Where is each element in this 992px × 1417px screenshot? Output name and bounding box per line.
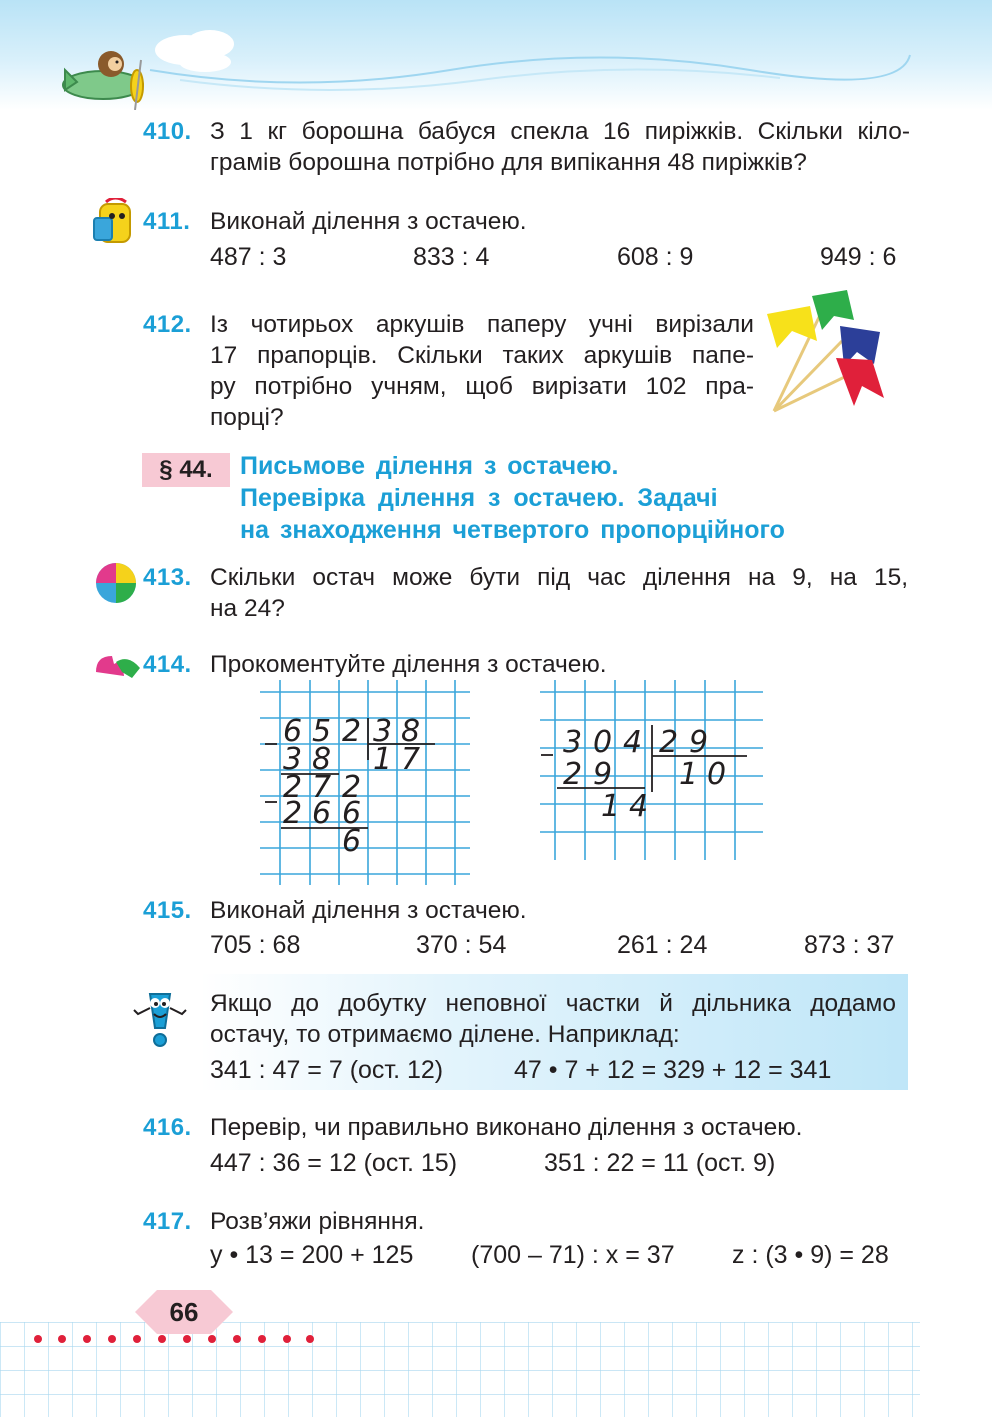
- section-title-line: на знаходження четвертого пропорційного: [240, 516, 785, 544]
- section-title: [240, 450, 785, 546]
- task-line: З 1 кг борошна бабуся спекла 16 пиріжків. Скільки кіло-: [210, 118, 910, 145]
- section-title-line: Письмове ділення з остачею.: [240, 452, 619, 480]
- dividend-digit: 0: [593, 725, 613, 760]
- dividend-digit: 6: [283, 714, 303, 749]
- divisor-digit: 3: [373, 714, 393, 749]
- task-line: Скільки остач може бути під час ділення на 9, на 15,: [210, 564, 908, 591]
- task-line: ру потрібно учням, щоб вирізати 102 пра-: [210, 373, 754, 400]
- expression: 447 : 36 = 12 (ост. 15): [210, 1149, 458, 1177]
- expression: 261 : 24: [617, 931, 708, 959]
- expression: 370 : 54: [416, 931, 507, 959]
- partial-remainder-digit: 2: [342, 770, 362, 805]
- task-line: порці?: [210, 404, 284, 431]
- expression: 705 : 68: [210, 931, 301, 959]
- subtrahend-digit: 2: [283, 796, 303, 831]
- puzzle-icon: [92, 560, 142, 606]
- rule-example: 47 • 7 + 12 = 329 + 12 = 341: [514, 1056, 832, 1084]
- dividend-digit: 2: [342, 714, 362, 749]
- task-text: Розв’яжи рівняння.: [210, 1208, 425, 1235]
- task-text: Прокоментуйте ділення з остачею.: [210, 651, 607, 678]
- expression: 833 : 4: [413, 243, 490, 271]
- flags-icon: [762, 286, 902, 416]
- subtrahend-digit: 9: [593, 757, 613, 792]
- long-division-grid-2: [535, 680, 767, 870]
- partial-remainder-digit: 7: [312, 770, 332, 805]
- subtrahend-digit: 8: [312, 742, 332, 777]
- expression: 949 : 6: [820, 243, 897, 271]
- long-division-grid-1: [255, 680, 475, 885]
- airplane-hedgehog-icon: [55, 40, 150, 110]
- divisor-digit: 2: [659, 725, 679, 760]
- page-number-text: 66: [169, 1297, 199, 1327]
- rule-line: остачу, то отримаємо ділене. Наприклад:: [210, 1021, 680, 1048]
- subtrahend-digit: 2: [563, 757, 583, 792]
- task-text: Виконай ділення з остачею.: [210, 897, 527, 924]
- expression: (700 – 71) : x = 37: [471, 1241, 675, 1269]
- expression: 873 : 37: [804, 931, 895, 959]
- remainder-digit: 4: [629, 789, 649, 824]
- task-line: 17 прапорців. Скільки таких аркушів папе-: [210, 342, 754, 369]
- quotient-digit: 1: [373, 742, 393, 777]
- dividend-digit: 5: [312, 714, 332, 749]
- page-number: [135, 1290, 233, 1334]
- task-number: 414.: [143, 651, 192, 678]
- remainder-digit: 1: [601, 789, 621, 824]
- rule-line: Якщо до добутку неповної частки й дільника додамо: [210, 990, 896, 1017]
- dividend-digit: 3: [563, 725, 583, 760]
- task-number: 412.: [143, 311, 192, 338]
- footer-grid: [0, 1322, 992, 1417]
- task-line: на 24?: [210, 595, 285, 622]
- expression: 608 : 9: [617, 243, 694, 271]
- subtrahend-digit: 6: [342, 796, 362, 831]
- task-number: 416.: [143, 1114, 192, 1141]
- section-badge: § 44.: [142, 453, 230, 487]
- quotient-digit: 7: [401, 742, 421, 777]
- backpack-icon: [90, 198, 142, 248]
- expression: 351 : 22 = 11 (ост. 9): [544, 1149, 776, 1177]
- task-number: 417.: [143, 1208, 192, 1235]
- quotient-digit: 0: [707, 757, 727, 792]
- subtrahend-digit: 3: [283, 742, 303, 777]
- remainder-digit: 6: [342, 824, 362, 859]
- task-text: Перевір, чи правильно виконано ділення з остачею.: [210, 1114, 803, 1141]
- subtrahend-digit: 6: [312, 796, 332, 831]
- quotient-digit: 1: [679, 757, 699, 792]
- task-number: 413.: [143, 564, 192, 591]
- rule-text: [210, 988, 896, 1050]
- task-text: Виконай ділення з остачею.: [210, 208, 527, 235]
- task-text: [210, 116, 910, 178]
- divisor-digit: 9: [689, 725, 709, 760]
- dividend-digit: 4: [623, 725, 643, 760]
- section-title-line: Перевірка ділення з остачею. Задачі: [240, 484, 718, 512]
- task-line: Із чотирьох аркушів паперу учні вирізали: [210, 311, 754, 338]
- rule-example: 341 : 47 = 7 (ост. 12): [210, 1056, 444, 1084]
- task-number: 410.: [143, 118, 192, 145]
- partial-remainder-digit: 2: [283, 770, 303, 805]
- task-text: [210, 562, 908, 624]
- task-number: 411.: [143, 208, 191, 235]
- expression: 487 : 3: [210, 243, 287, 271]
- task-text: [210, 309, 754, 433]
- task-line: грамів борошна потрібно для випікання 48 пиріжків?: [210, 149, 807, 176]
- expression: y • 13 = 200 + 125: [210, 1241, 414, 1269]
- task-number: 415.: [143, 897, 192, 924]
- expression: z : (3 • 9) = 28: [732, 1241, 889, 1269]
- divisor-digit: 8: [401, 714, 421, 749]
- exclamation-mascot-icon: [132, 990, 188, 1050]
- puzzle-pieces-icon: [92, 650, 144, 682]
